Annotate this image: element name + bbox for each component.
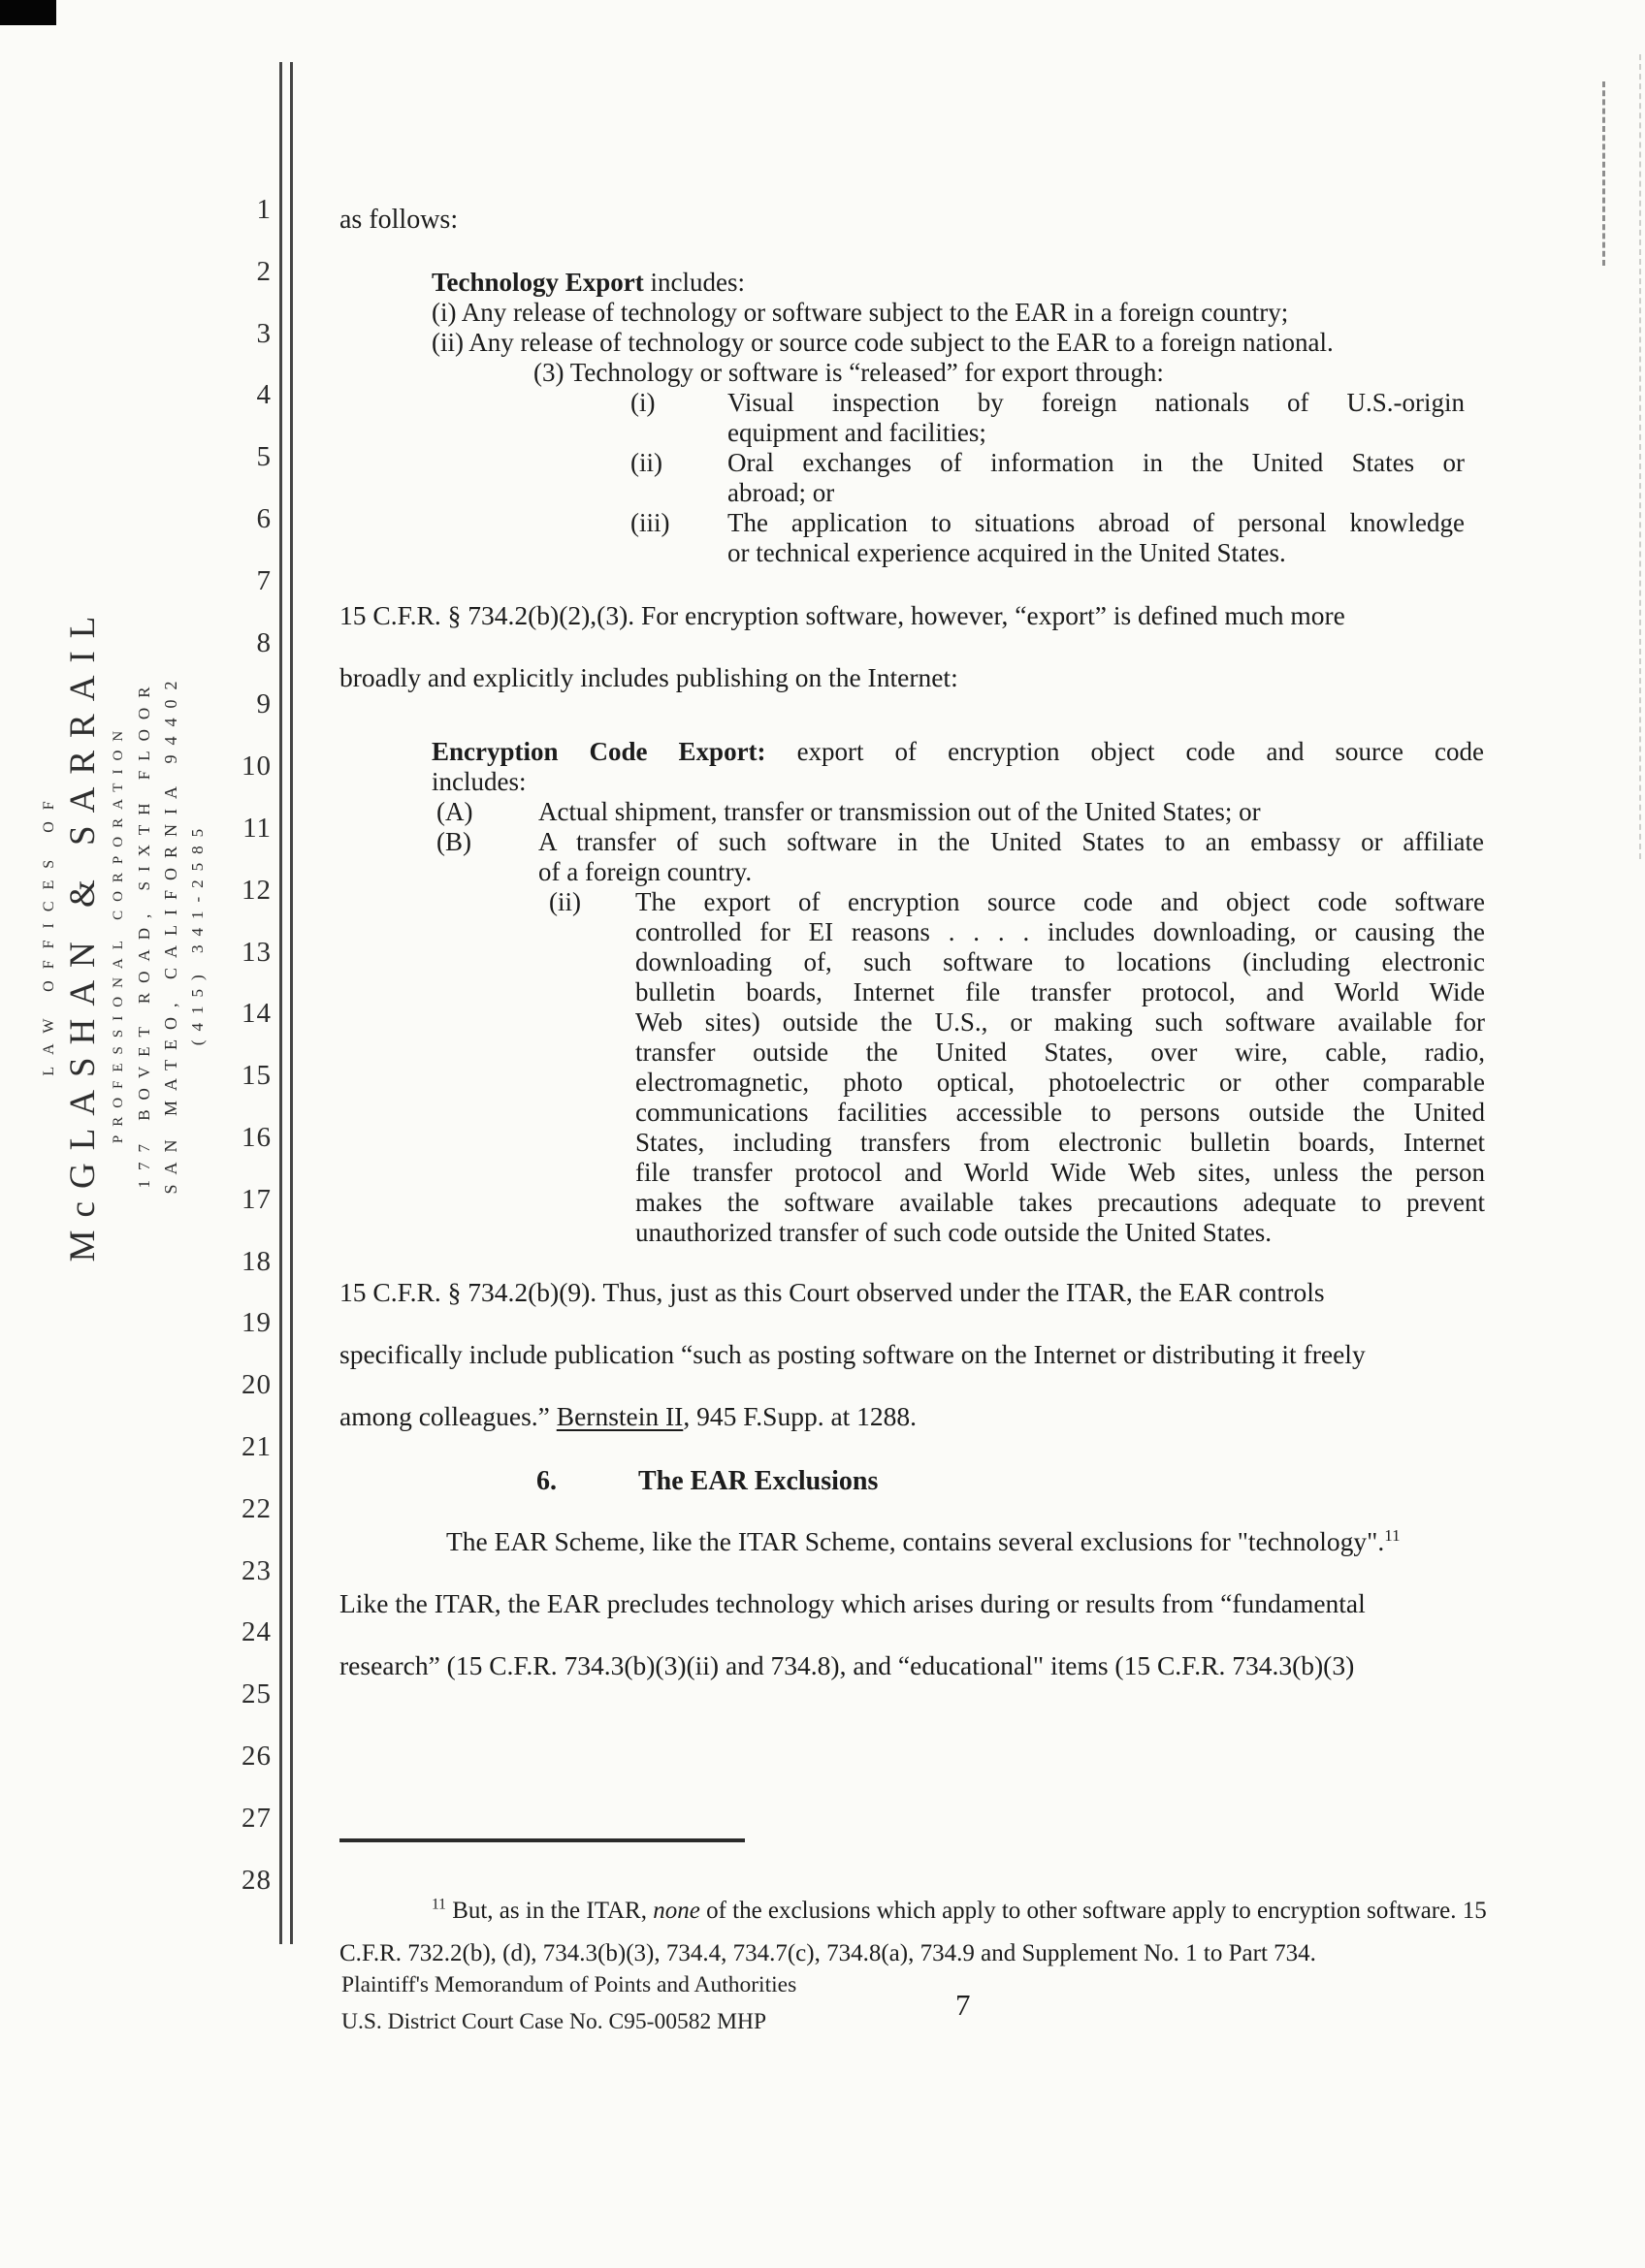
line-number: 3 [256, 317, 272, 349]
line-number: 6 [256, 502, 272, 534]
line-number: 23 [242, 1554, 272, 1586]
para3-line1-text: The EAR Scheme, like the ITAR Scheme, contains several exclusions for "technology". [446, 1526, 1385, 1556]
body-text-line: 15 C.F.R. § 734.2(b)(2),(3). For encryption software, however, “export” is defined much more [339, 600, 1345, 630]
footnote-marker: 11 [432, 1896, 446, 1913]
line-number: 13 [242, 936, 272, 968]
law-firm-letterhead [41, 563, 207, 1302]
footer-title-line: Plaintiff's Memorandum of Points and Authorities [341, 1972, 797, 1997]
footnote-reference-11: 11 [1384, 1525, 1401, 1545]
quote2-includes-line: includes: [432, 767, 527, 796]
scan-corner-mark [0, 0, 56, 25]
quote1-title-bold: Technology Export [432, 268, 644, 297]
quote2-item-a [436, 797, 1485, 827]
line-number: 22 [242, 1492, 272, 1524]
body-text-line: 15 C.F.R. § 734.2(b)(9). Thus, just as this Court observed under the ITAR, the EAR controls [339, 1277, 1325, 1307]
section-number: 6. [536, 1466, 557, 1496]
letterhead-street-address: 177 BOVET ROAD, SIXTH FLOOR [135, 677, 153, 1189]
line-number: 12 [242, 874, 272, 906]
page-number: 7 [955, 1988, 971, 2022]
quote2-item-ii [549, 887, 1485, 1248]
quote2-item-ii-text [635, 887, 1485, 1248]
quote2-item-ii-label: (ii) [549, 887, 581, 916]
body-text-line [339, 1386, 1518, 1448]
quote1-item-ii [630, 448, 1465, 508]
line-number: 1 [256, 194, 272, 225]
line-number: 2 [256, 255, 272, 287]
quote1-item-iii [630, 508, 1465, 568]
body-text-line: broadly and explicitly includes publishing on the Internet: [339, 661, 958, 692]
section-heading-ear-exclusions [536, 1462, 878, 1501]
line-number: 16 [242, 1121, 272, 1153]
line-number: 14 [242, 998, 272, 1030]
quote-text-line: downloading of, such software to locations (including electronic [635, 947, 1485, 976]
line-number: 11 [242, 812, 272, 844]
blockquote-technology-export [432, 268, 1465, 568]
line-number: 25 [242, 1678, 272, 1710]
body-paragraph-2 [339, 1262, 1518, 1447]
pleading-vertical-rule [279, 62, 293, 1944]
line-number: 21 [242, 1430, 272, 1462]
quote-text-line: or technical experience acquired in the United States. [727, 538, 1286, 567]
quote2-item-a-text [538, 797, 1484, 827]
quote1-title [432, 268, 1465, 298]
quote-text-line: Actual shipment, transfer or transmission out of the United States; or [538, 797, 1261, 826]
quote1-item-ii-label: (ii) [630, 448, 662, 477]
quote-text-line: controlled for EI reasons . . . . includes downloading, or causing the [635, 917, 1485, 946]
quote-text-line: A transfer of such software in the United States to an embassy or affiliate [538, 827, 1484, 856]
quote1-item-i-label: (i) [630, 388, 656, 417]
case-citation-bernstein: Bernstein II [556, 1400, 684, 1431]
line-number: 7 [256, 564, 272, 596]
line-number: 27 [242, 1802, 272, 1834]
quote1-line-ii: (ii) Any release of technology or source code subject to the EAR to a foreign national. [432, 328, 1334, 357]
quote2-item-b-text [538, 827, 1484, 887]
quote1-line-i: (i) Any release of technology or software subject to the EAR in a foreign country; [432, 298, 1289, 327]
footnote-text-pre: But, as in the ITAR, [445, 1898, 654, 1924]
scan-dashed-artifact [1602, 81, 1605, 266]
line-number: 15 [242, 1060, 272, 1092]
body-paragraph-3 [339, 1511, 1518, 1696]
line-number: 9 [256, 688, 272, 720]
quote2-title [432, 737, 1484, 767]
scan-dashed-artifact-edge [1639, 54, 1641, 859]
quote-text-line: The export of encryption source code and object code software [635, 887, 1485, 916]
line-number: 8 [256, 626, 272, 658]
footnote-11 [339, 1890, 1528, 1975]
quote-text-line: States, including transfers from electronic bulletin boards, Internet [635, 1128, 1485, 1157]
footer-case-number: U.S. District Court Case No. C95-00582 MHP [341, 2009, 767, 2034]
letterhead-city-address: SAN MATEO, CALIFORNIA 94402 [161, 671, 180, 1195]
intro-line: as follows: [339, 205, 459, 235]
footnote-text-post: of the exclusions which apply to other software apply to encryption software. 15 C.F.R. 732.2(b), (d), 734.3(b)(3), 734.4, 734.7(c), 734.8(a), 734.9 and Supplement No. 1 to Part 734. [339, 1898, 1487, 1966]
quote-text-line: unauthorized transfer of such code outside the United States. [635, 1218, 1273, 1247]
line-number: 4 [256, 379, 272, 411]
body-text-line: research” (15 C.F.R. 734.3(b)(3)(ii) and 734.8), and “educational" items (15 C.F.R. 734.3(b)(3) [339, 1649, 1355, 1680]
body-text-line: specifically include publication “such as posting software on the Internet or distributing it freely [339, 1338, 1366, 1369]
quote1-item-iii-text [727, 508, 1465, 568]
quote2-title-rest: export of encryption object code and source code [765, 737, 1484, 766]
line-number: 28 [242, 1864, 272, 1896]
body-paragraph-1 [339, 585, 1518, 709]
quote-text-line: transfer outside the United States, over wire, cable, radio, [635, 1038, 1485, 1067]
quote-text-line: equipment and facilities; [727, 418, 986, 447]
line-number: 24 [242, 1616, 272, 1648]
letterhead-firm-name: McGLASHAN & SARRAIL [63, 603, 103, 1262]
quote1-title-rest: includes: [643, 268, 746, 297]
quote-text-line: Visual inspection by foreign nationals of U.S.-origin [727, 388, 1465, 417]
citation-post-text: , 945 F.Supp. at 1288. [683, 1400, 918, 1431]
line-number: 26 [242, 1740, 272, 1772]
line-number: 18 [242, 1245, 272, 1277]
footnote-italic-word: none [653, 1898, 700, 1924]
line-number: 19 [242, 1307, 272, 1339]
section-title: The EAR Exclusions [638, 1466, 879, 1496]
quote-text-line: communications facilities accessible to persons outside the United [635, 1098, 1485, 1127]
quote1-item-i [630, 388, 1465, 448]
quote1-item-ii-text [727, 448, 1465, 508]
body-text-line: Like the ITAR, the EAR precludes technology which arises during or results from “fundamental [339, 1587, 1366, 1618]
quote2-title-bold: Encryption Code Export: [432, 737, 766, 766]
letterhead-offices-line: LAW OFFICES OF [41, 789, 57, 1076]
quote-text-line: file transfer protocol and World Wide Web sites, unless the person [635, 1158, 1485, 1187]
quote-text-line: Web sites) outside the U.S., or making such software available for [635, 1007, 1485, 1037]
body-text-line [339, 1511, 1518, 1573]
letterhead-corporation-line: PROFESSIONAL CORPORATION [111, 721, 126, 1144]
line-number: 10 [242, 751, 272, 783]
quote2-item-b-label: (B) [436, 827, 471, 856]
citation-pre-text: among colleagues.” [339, 1400, 557, 1431]
line-number: 20 [242, 1369, 272, 1401]
letterhead-phone: (415) 341-2585 [188, 819, 207, 1046]
quote-text-line: The application to situations abroad of personal knowledge [727, 508, 1465, 537]
line-number: 17 [242, 1183, 272, 1215]
blockquote-encryption-code-export [432, 737, 1485, 1248]
quote1-item-i-text [727, 388, 1465, 448]
quote-text-line: abroad; or [727, 478, 835, 507]
quote2-item-a-label: (A) [436, 797, 473, 826]
quote2-item-b [436, 827, 1485, 887]
quote1-item-iii-label: (iii) [630, 508, 670, 537]
quote-text-line: bulletin boards, Internet file transfer protocol, and World Wide [635, 977, 1485, 1006]
quote-text-line: makes the software available takes precautions adequate to prevent [635, 1188, 1485, 1217]
quote-text-line: of a foreign country. [538, 857, 753, 886]
quote-text-line: Oral exchanges of information in the United States or [727, 448, 1465, 477]
quote1-line-3: (3) Technology or software is “released” for export through: [533, 358, 1164, 387]
footnote-separator-rule [339, 1838, 745, 1842]
line-number: 5 [256, 441, 272, 473]
quote-text-line: electromagnetic, photo optical, photoelectric or other comparable [635, 1068, 1485, 1097]
document-footer [341, 1966, 796, 2040]
line-number-column [211, 179, 272, 1911]
